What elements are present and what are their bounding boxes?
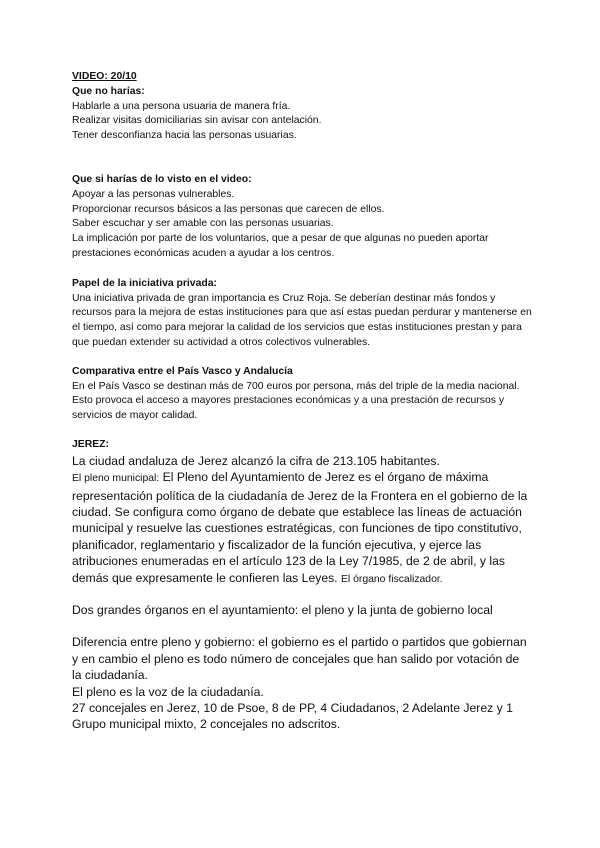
pleno-end: El órgano fiscalizador. [340, 573, 443, 585]
que-no-line: Realizar visitas domiciliarias sin avisar con antelación. [72, 115, 322, 127]
diferencia-text: Diferencia entre pleno y gobierno: el gobierno es el partido o partidos que gobiernan y en cambio el pleno es todo número de concejales que han salido por votación de la ciudadanía. [72, 635, 527, 683]
video-title: VIDEO: 20/10 [72, 71, 137, 82]
document-content [72, 70, 532, 733]
que-si-line: Saber escuchar y ser amable con las personas usuarias. [72, 218, 334, 230]
que-si-heading: Que si harías de lo visto en el video: [72, 173, 252, 185]
jerez-heading: JEREZ: [72, 438, 109, 450]
que-no-line: Hablarle a una persona usuaria de manera fría. [72, 100, 291, 112]
pleno-label: El pleno municipal: [72, 473, 160, 485]
jerez-population: La ciudad andaluza de Jerez alcanzó la cifra de 213.105 habitantes. [72, 453, 440, 468]
papel-heading: Papel de la iniciativa privada: [72, 277, 217, 289]
que-si-line: Proporcionar recursos básicos a las personas que carecen de ellos. [72, 203, 385, 215]
voz-text: El pleno es la voz de la ciudadanía. [72, 684, 264, 699]
que-si-line: La implicación por parte de los voluntarios, que a pesar de que algunas no pueden aportar prestaciones económicas acuden a ayudar a los centros. [72, 233, 489, 259]
que-no-line: Tener desconfianza hacia las personas usuarias. [72, 130, 297, 142]
comparativa-text: En el País Vasco se destinan más de 700 euros por persona, más del triple de la media nacional. Esto provoca el acceso a mayores prestaciones económicas y a una prestación de recursos y servicios de mayor calidad. [72, 380, 520, 422]
pleno-paragraph [72, 469, 532, 588]
papel-text: Una iniciativa privada de gran importancia es Cruz Roja. Se deberían destinar más fondos y recursos para la mejora de estas instituciones para que así estas puedan perdurar y mantenerse en el tiempo, así como para mejorar la calidad de los servicios que estas instituciones prestan y para que puedan extender su actividad a otros colectivos vulnerables. [72, 292, 532, 348]
comparativa-heading: Comparativa entre el País Vasco y Andalucía [72, 365, 293, 377]
concejales-text: 27 concejales en Jerez, 10 de Psoe, 8 de PP, 4 Ciudadanos, 2 Adelante Jerez y 1 Grupo municipal mixto, 2 concejales no adscritos. [72, 701, 513, 732]
pleno-text: El Pleno del Ayuntamiento de Jerez es el órgano de máxima representación política de la ciudadanía de Jerez de la Frontera en el gobierno de la ciudad. Se configura como órgano de debate que establece las líneas de actuación municipal y resuelve las cuestiones estratégicas, con funciones de tipo constitutivo, planificador, reglamentario y fiscalizador de la función ejecutiva, y ejerce las atribuciones enumeradas en el artículo 123 de la Ley 7/1985, de 2 de abril, y las demás que expresamente le confieren las Leyes. [72, 470, 528, 585]
organos-text: Dos grandes órganos en el ayuntamiento: el pleno y la junta de gobierno local [72, 602, 493, 617]
que-no-heading: Que no harías: [72, 85, 145, 97]
que-si-line: Apoyar a las personas vulnerables. [72, 188, 235, 200]
